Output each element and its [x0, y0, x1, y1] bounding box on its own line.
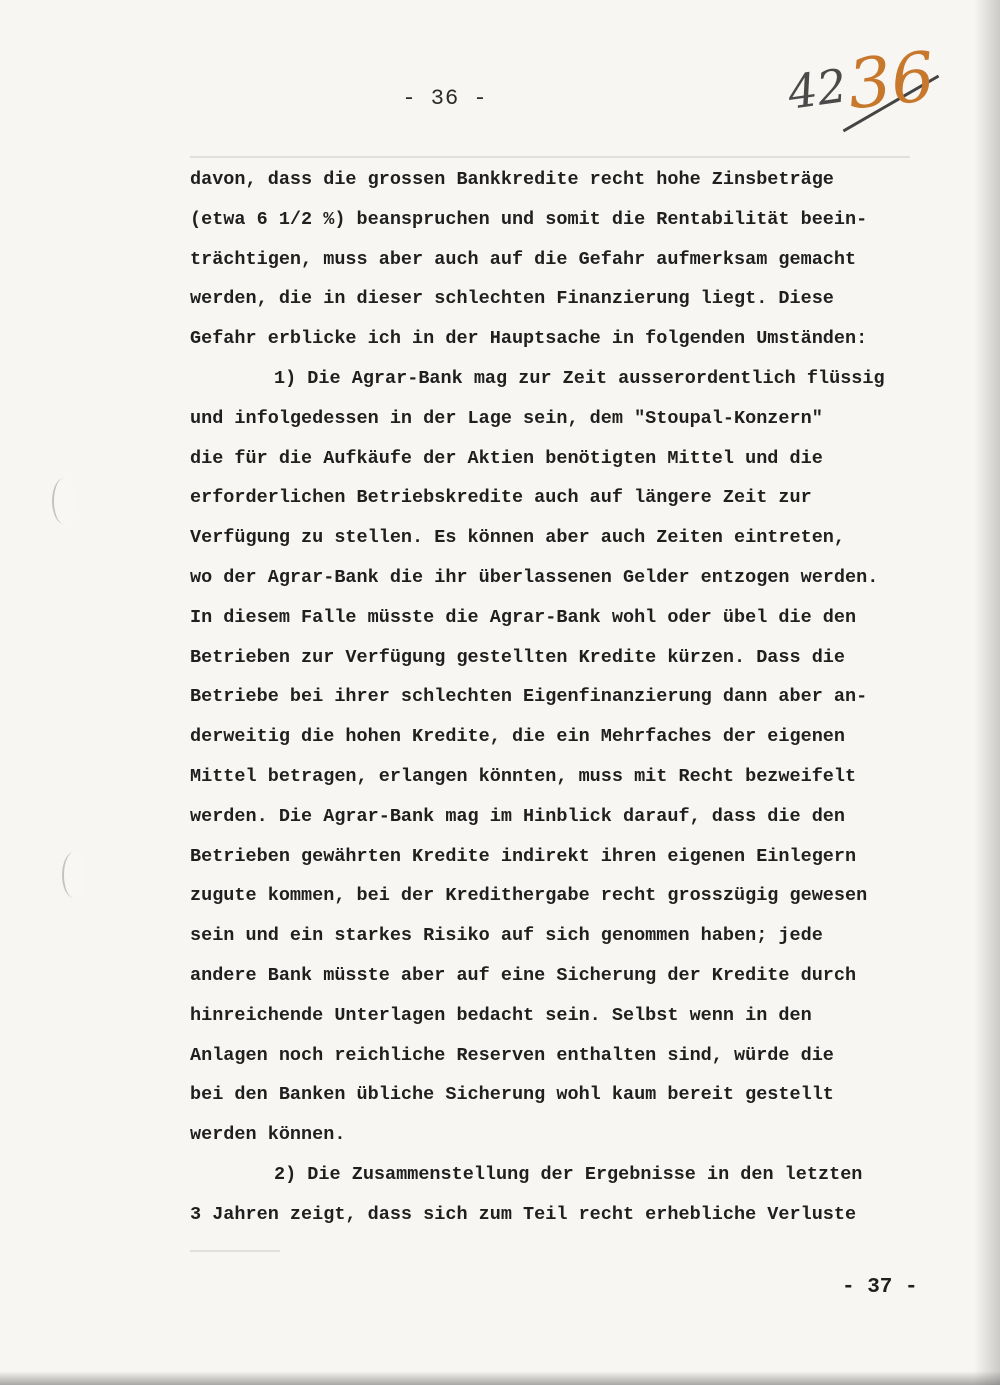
- text-line: 3 Jahren zeigt, dass sich zum Teil recht erhebliche Verluste: [190, 1203, 857, 1225]
- text-line: hinreichende Unterlagen bedacht sein. Selbst wenn in den: [190, 1004, 812, 1026]
- bleed-through-line: [190, 1250, 280, 1252]
- text-line: trächtigen, muss aber auch auf die Gefahr aufmerksam gemacht: [190, 248, 857, 270]
- typewritten-body: [190, 160, 950, 1235]
- text-line: sein und ein starkes Risiko auf sich genommen haben; jede: [190, 925, 823, 947]
- text-line: bei den Banken übliche Sicherung wohl kaum bereit gestellt: [190, 1084, 834, 1106]
- page-edge-shadow: [974, 0, 1000, 1385]
- text-line: Betrieben gewährten Kredite indirekt ihren eigenen Einlegern: [190, 845, 857, 867]
- text-line: andere Bank müsste aber auf eine Sicherung der Kredite durch: [190, 964, 857, 986]
- text-line: Verfügung zu stellen. Es können aber auch Zeiten eintreten,: [190, 527, 846, 549]
- text-line: wo der Agrar-Bank die ihr überlassenen Gelder entzogen werden.: [190, 566, 879, 588]
- text-line: Betrieben zur Verfügung gestellten Kredite kürzen. Dass die: [190, 646, 846, 668]
- text-line: Mittel betragen, erlangen könnten, muss mit Recht bezweifelt: [190, 765, 857, 787]
- text-line: Anlagen noch reichliche Reserven enthalten sind, würde die: [190, 1044, 834, 1066]
- page-bottom-shadow: [0, 1371, 1000, 1385]
- text-line: die für die Aufkäufe der Aktien benötigten Mittel und die: [190, 447, 823, 469]
- text-line: In diesem Falle müsste die Agrar-Bank wohl oder übel die den: [190, 606, 857, 628]
- text-line: erforderlichen Betriebskredite auch auf längere Zeit zur: [190, 487, 812, 509]
- handwritten-old-number: 42: [784, 58, 851, 120]
- text-line: zugute kommen, bei der Kredithergabe recht grosszügig gewesen: [190, 885, 868, 907]
- text-line: Gefahr erblicke ich in der Hauptsache in folgenden Umständen:: [190, 328, 868, 350]
- text-line: (etwa 6 1/2 %) beanspruchen und somit die Rentabilität beein-: [190, 208, 868, 230]
- next-page-marker: - 37 -: [842, 1276, 918, 1299]
- handwritten-new-number: 36: [844, 37, 939, 126]
- text-line: derweitig die hohen Kredite, die ein Mehrfaches der eigenen: [190, 726, 846, 748]
- text-line: und infolgedessen in der Lage sein, dem "Stoupal-Konzern": [190, 407, 823, 429]
- punch-hole-mark: [52, 478, 76, 524]
- text-line: Betriebe bei ihrer schlechten Eigenfinanzierung dann aber an-: [190, 686, 868, 708]
- bleed-through-line: [190, 156, 910, 158]
- text-line: werden können.: [190, 1124, 346, 1146]
- text-line: werden. Die Agrar-Bank mag im Hinblick darauf, dass die den: [190, 805, 846, 827]
- page-number: - 36 -: [402, 86, 488, 111]
- text-line: davon, dass die grossen Bankkredite recht hohe Zinsbeträge: [190, 169, 834, 190]
- text-line-numbered-item: 2) Die Zusammenstellung der Ergebnisse in den letzten: [274, 1163, 863, 1185]
- text-line: werden, die in dieser schlechten Finanzierung liegt. Diese: [190, 288, 834, 310]
- punch-hole-mark: [62, 852, 86, 898]
- text-line-numbered-item: 1) Die Agrar-Bank mag zur Zeit ausserordentlich flüssig: [274, 367, 885, 389]
